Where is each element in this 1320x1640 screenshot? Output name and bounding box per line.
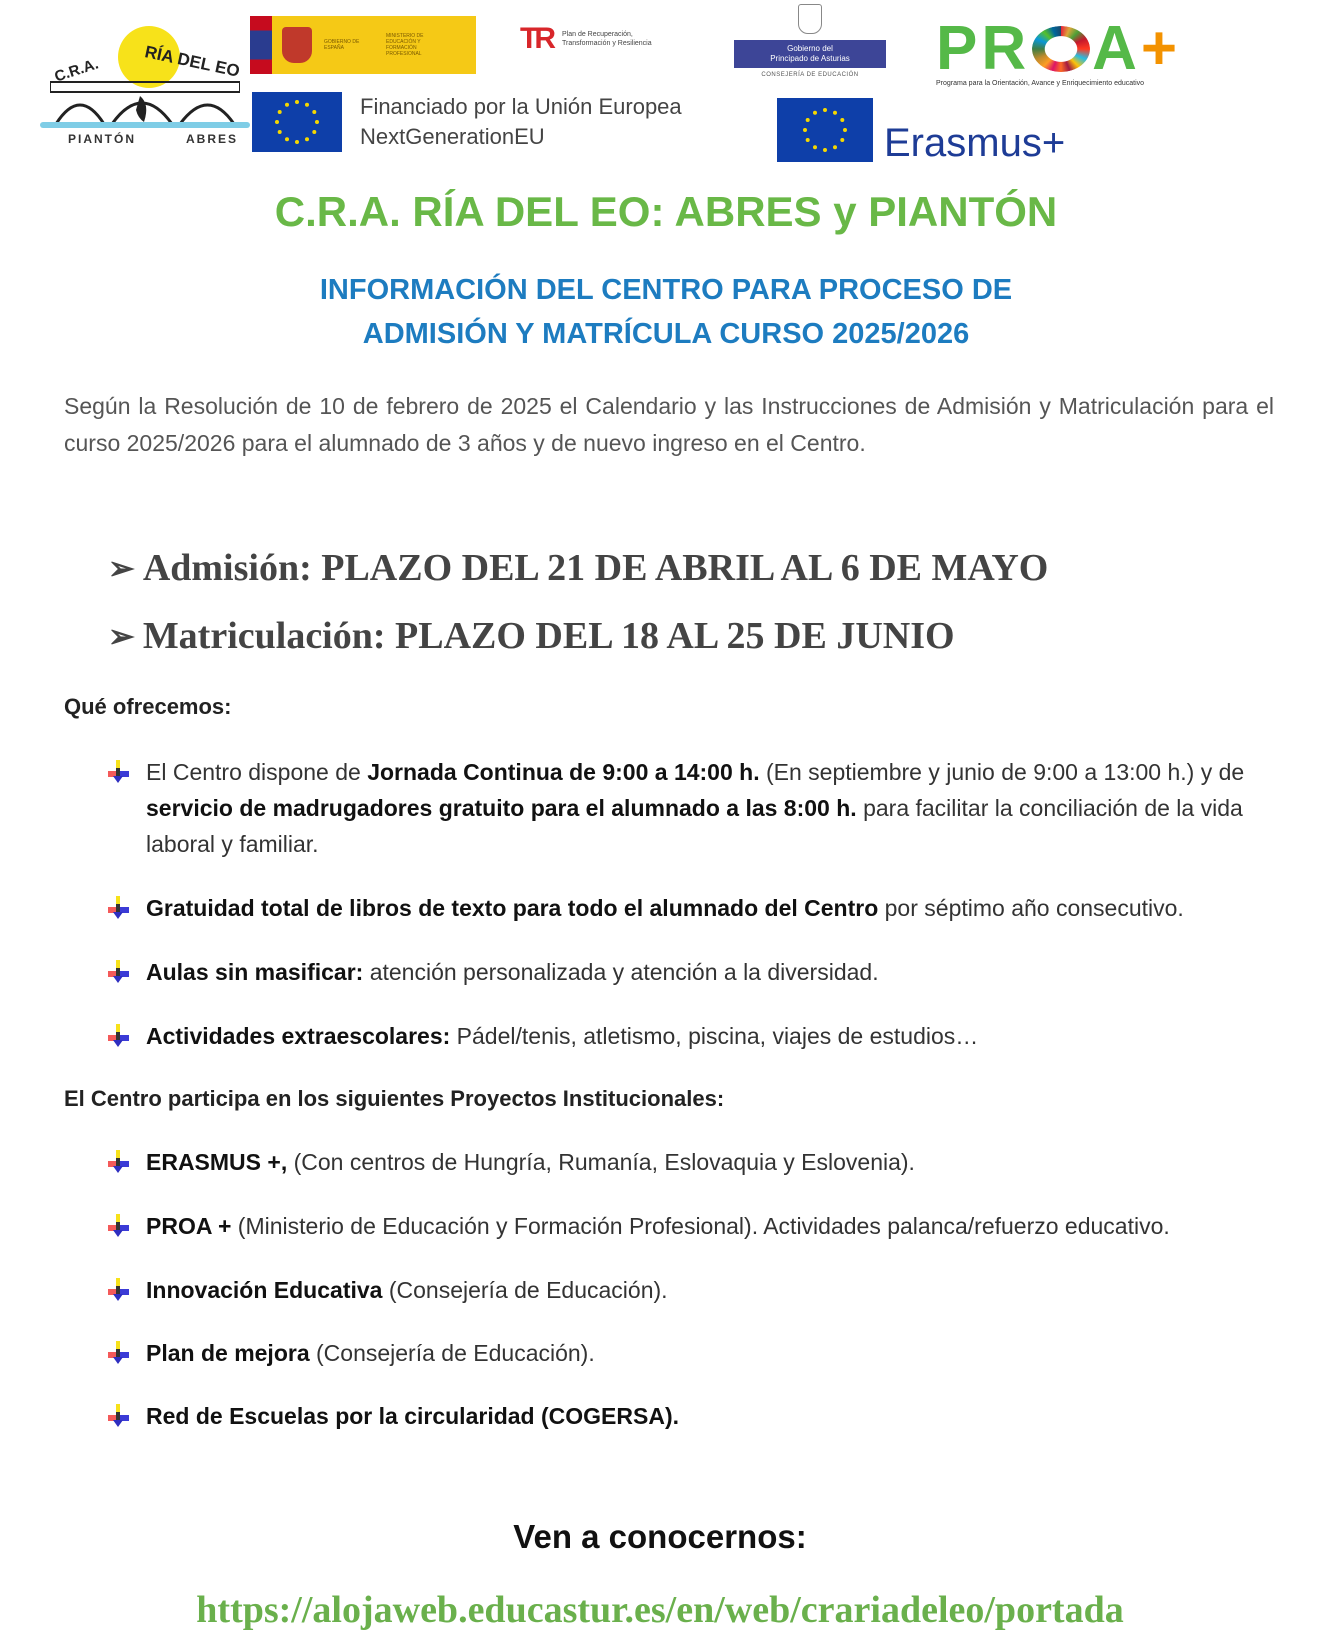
item-bold: servicio de madrugadores gratuito para el alumnado a las 8:00 h. [146, 795, 857, 821]
logo-text-abres: ABRES [185, 132, 238, 146]
deadline-matriculacion [108, 614, 955, 658]
item-text: (Consejería de Educación). [309, 1340, 595, 1366]
deadline-text: Matriculación: PLAZO DEL 18 AL 25 DE JUNIO [142, 615, 955, 657]
proa-letter-a: A [1092, 14, 1141, 83]
subtitle-line-2: ADMISIÓN Y MATRÍCULA CURSO 2025/2026 [362, 318, 970, 350]
down-arrow-bullet-icon [108, 754, 146, 790]
deadline-text: Admisión: PLAZO DEL 21 DE ABRIL AL 6 DE MAYO [142, 547, 1049, 589]
item-text: (Ministerio de Educación y Formación Profesional). Actividades palanca/refuerzo educativo. [231, 1213, 1170, 1239]
gobierno-text: GOBIERNO DE ESPAÑA [324, 39, 360, 51]
list-item [108, 890, 1278, 926]
list-item [108, 1398, 1278, 1434]
logo-places [68, 132, 238, 146]
down-arrow-bullet-icon [108, 1018, 146, 1054]
item-bold: Red de Escuelas por la circularidad (COGERSA). [146, 1403, 679, 1429]
deadline-admision [108, 546, 1048, 590]
footer-label: Ven a conocernos: [513, 1518, 807, 1555]
item-text: (Con centros de Hungría, Rumanía, Eslovaquia y Eslovenia). [287, 1149, 915, 1175]
item-bold: Aulas sin masificar: [146, 959, 364, 985]
proa-subtitle: Programa para la Orientación, Avance y Enriquecimiento educativo [936, 80, 1145, 87]
item-bold: ERASMUS +, [146, 1149, 288, 1175]
item-bold: Innovación Educativa [146, 1277, 383, 1303]
intro-paragraph: Según la Resolución de 10 de febrero de 2025 el Calendario y las Instrucciones de Admisión y Matriculación para el curso 2025/2026 para el alumnado de 3 años y de nuevo ingreso en el Centro. [64, 393, 1274, 456]
water-stripe [40, 122, 250, 128]
item-text: (En septiembre y junio de 9:00 a 13:00 h.) y de [759, 759, 1245, 785]
eu-stars-icon [271, 96, 323, 148]
erasmus-eu-flag-icon [777, 98, 873, 162]
asturias-line-2: Principado de Asturias [770, 54, 850, 63]
erasmus-plus-logo-text: Erasmus+ [884, 121, 1066, 165]
page-title: C.R.A. RÍA DEL EO: ABRES y PIANTÓN [274, 188, 1058, 235]
item-bold: Actividades extraescolares: [146, 1023, 451, 1049]
item-text: Pádel/tenis, atletismo, piscina, viajes de estudios… [450, 1023, 979, 1049]
down-arrow-bullet-icon [108, 1398, 146, 1434]
down-arrow-bullet-icon [108, 1208, 146, 1244]
projects-heading: El Centro participa en los siguientes Proyectos Institucionales: [64, 1086, 725, 1111]
arrow-bullet-icon: ➢ [108, 550, 135, 586]
list-item [108, 1144, 1278, 1180]
gobierno-espana-logo [250, 16, 476, 74]
down-arrow-bullet-icon [108, 890, 146, 926]
bridge-icon [50, 76, 240, 126]
eu-flag-icon [252, 92, 342, 152]
eu-funding-line-1: Financiado por la Unión Europea [360, 94, 682, 119]
principado-asturias-logo [734, 4, 886, 82]
down-arrow-bullet-icon [108, 1272, 146, 1308]
list-item [108, 754, 1278, 862]
list-item [108, 954, 1278, 990]
asturias-line-1: Gobierno del [787, 44, 833, 53]
tr-mark: TR [520, 22, 552, 55]
item-bold: Gratuidad total de libros de texto para todo el alumnado del Centro [146, 895, 879, 921]
down-arrow-bullet-icon [108, 1144, 146, 1180]
coat-of-arms-icon [282, 27, 312, 63]
eu-funding-text [360, 92, 682, 152]
item-text: por séptimo año consecutivo. [878, 895, 1184, 921]
proa-letters-pr: PR [936, 14, 1031, 83]
list-item [108, 1272, 1278, 1308]
proa-plus-logo [936, 14, 1256, 90]
item-bold: Jornada Continua de 9:00 a 14:00 h. [367, 759, 760, 785]
page-subtitle [0, 268, 1320, 356]
item-text: para facilitar la conciliación de la vida laboral y familiar. [146, 795, 1243, 857]
item-bold: PROA + [146, 1213, 232, 1239]
consejeria-text: CONSEJERÍA DE EDUCACIÓN [761, 72, 859, 78]
subtitle-line-1: INFORMACIÓN DEL CENTRO PARA PROCESO DE [319, 274, 1013, 306]
item-text: (Consejería de Educación). [382, 1277, 668, 1303]
item-text: atención personalizada y atención a la diversidad. [363, 959, 879, 985]
arrow-bullet-icon: ➢ [108, 618, 135, 654]
list-item [108, 1208, 1278, 1244]
sdg-wheel-icon [1032, 26, 1090, 72]
logo-text-cra: C.R.A. [52, 55, 101, 86]
proa-plus-sign: + [1140, 14, 1182, 83]
logo-text-ria: RÍA DEL EO [143, 42, 242, 81]
eu-stars-icon [799, 104, 851, 156]
cra-ria-del-eo-logo [40, 18, 250, 146]
offer-heading: Qué ofrecemos: [64, 694, 232, 719]
down-arrow-bullet-icon [108, 1335, 146, 1371]
plan-recuperacion-logo [520, 24, 700, 70]
plan-line-1: Plan de Recuperación, [562, 31, 633, 38]
ministerio-text: MINISTERIO DE EDUCACIÓN Y FORMACIÓN PROFESIONAL [386, 33, 424, 57]
list-item [108, 1018, 1278, 1054]
down-arrow-bullet-icon [108, 954, 146, 990]
item-text: El Centro dispone de [146, 759, 368, 785]
eu-funding-line-2: NextGenerationEU [360, 124, 545, 149]
plan-line-2: Transformación y Resiliencia [562, 40, 652, 47]
item-bold: Plan de mejora [146, 1340, 310, 1366]
flag-stripe [250, 16, 272, 74]
website-link[interactable]: https://alojaweb.educastur.es/en/web/crariadeleo/portada [196, 1589, 1124, 1631]
list-item [108, 1335, 1278, 1371]
logo-text-pianton: PIANTÓN [68, 132, 136, 146]
asturias-crest-icon [798, 4, 822, 34]
